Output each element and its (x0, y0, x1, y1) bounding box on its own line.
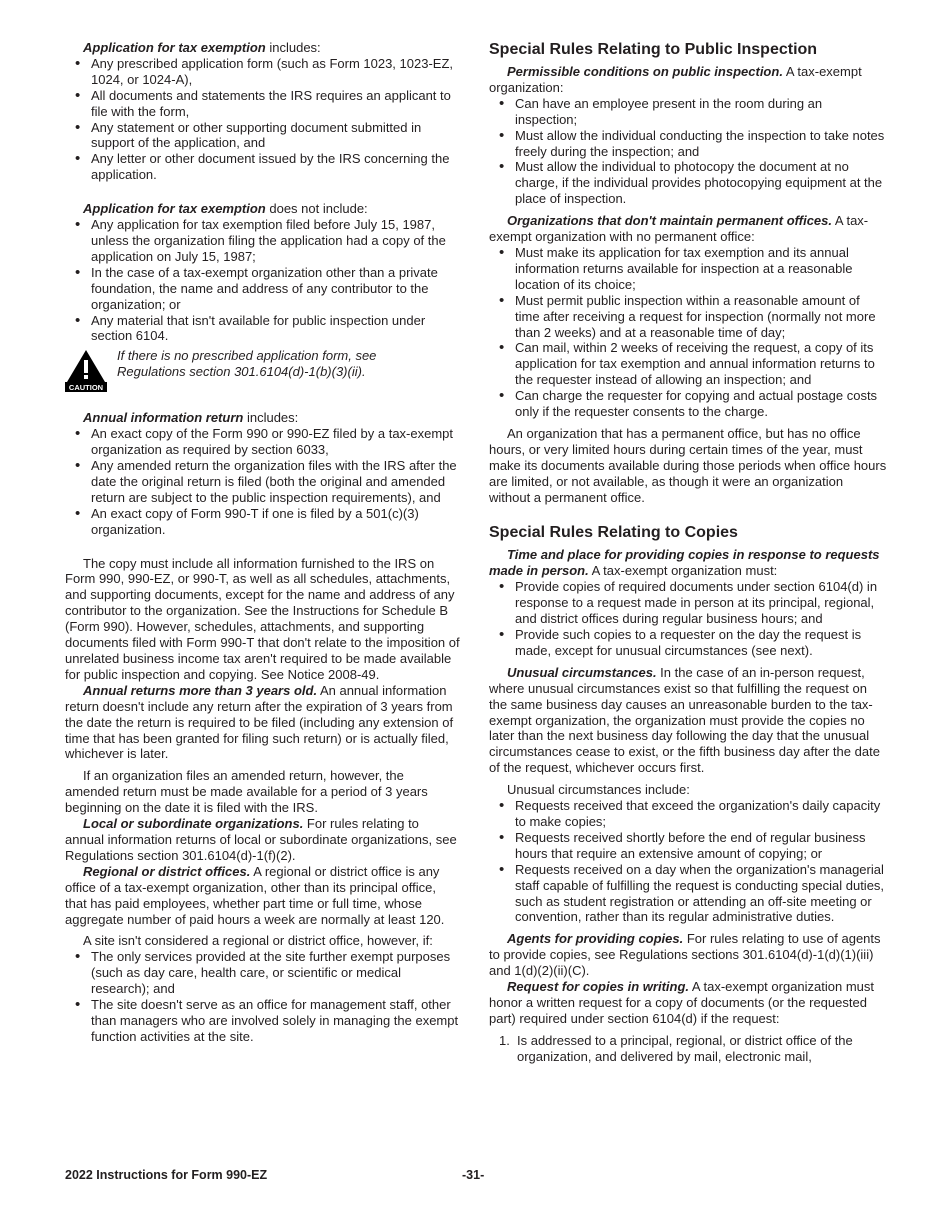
list-item: • Any amended return the organization files with the IRS after the date the original return is filed (both the original and amended return are subject to the public inspection requirements), and (65, 458, 461, 506)
app-not-include-list (65, 217, 461, 344)
unusual-paragraph (489, 665, 887, 776)
annual-return-term: Annual information return (83, 410, 244, 426)
perm-term: Permissible conditions on public inspection. (507, 64, 783, 79)
caution-label: CAUTION (68, 383, 104, 393)
list-item: • Provide copies of required documents under section 6104(d) in response to a request made in person at its principal, regional, and district offices during regular business hours; and (489, 579, 887, 627)
list-item: • Any prescribed application form (such as Form 1023, 1023-EZ, 1024, or 1024-A), (65, 56, 461, 88)
caution-icon (65, 348, 107, 392)
footer-page-number: -31- (462, 1168, 485, 1182)
app-not-include-heading (65, 201, 461, 217)
list-item: • The site doesn't serve as an office for management staff, other than managers who are involved solely in managing the exempt function activities at the site. (65, 997, 461, 1045)
site-list (65, 949, 461, 1044)
writing-list (489, 1033, 887, 1065)
list-item (489, 1033, 887, 1065)
list-item: • Can have an employee present in the room during an inspection; (489, 96, 887, 128)
agents-term: Agents for providing copies. (507, 931, 684, 947)
list-item: • Must permit public inspection within a reasonable amount of time after receiving a request for inspection (normally not more than 2 weeks) and at a reasonable time of day; (489, 293, 887, 341)
unusual-include-paragraph: Unusual circumstances include: (507, 782, 690, 798)
time-place-paragraph (489, 547, 887, 579)
noperm-term: Organizations that don't maintain permanent offices. (507, 213, 832, 229)
local-term: Local or subordinate organizations. (83, 816, 304, 832)
agents-text: For rules relating to use of agents to provide copies, see Regulations sections 301.6104(d)-1(d)(1)(iii) and 1(d)(2)(ii)(C). (489, 931, 881, 979)
app-includes-list (65, 56, 461, 183)
right-column (489, 40, 887, 1065)
time-place-list (489, 579, 887, 659)
regional-term: Regional or district offices. (83, 863, 251, 879)
limited-hours-paragraph: An organization that has a permanent office, but has no office hours, or very limited hours during certain times of the year, must make its documents available during those periods when office hours are limited, or not available, as though it were an organization without a permanent office. (489, 425, 887, 505)
list-item: • An exact copy of the Form 990 or 990-EZ filed by a tax-exempt organization as required by section 6033, (65, 426, 461, 458)
list-item: • Requests received that exceed the organization's daily capacity to make copies; (489, 798, 887, 830)
perm-list (489, 96, 887, 207)
list-item: • All documents and statements the IRS requires an applicant to file with the form, (65, 88, 461, 120)
list-item: • Must allow the individual conducting the inspection to take notes freely during the inspection; and (489, 128, 887, 160)
app-not-include-text: does not include: (265, 201, 368, 217)
writing-term: Request for copies in writing. (507, 979, 690, 995)
section-heading-inspection: Special Rules Relating to Public Inspection (489, 41, 818, 58)
list-item: • Requests received shortly before the end of regular business hours that require an extensive amount of copying; or (489, 830, 887, 862)
annual-includes-text: includes: (243, 410, 299, 426)
writing-text: A tax-exempt organization must honor a written request for a copy of documents (or the requested part) required under section 6104(d) if the request: (489, 979, 875, 1026)
app-includes-heading (65, 40, 461, 56)
list-item: • The only services provided at the site further exempt purposes (such as day care, health care, or scientific or medical research); and (65, 949, 461, 997)
copy-paragraph: The copy must include all information furnished to the IRS on Form 990, 990-EZ, or 990-T, as well as all schedules, attachments, and supporting documents, except for the name and address of any contributor to the organization. See the Instructions for Schedule B (Form 990). However, schedules, attachments, and supporting documents filed with Form 990-T that don't relate to the imposition of unrelated business income tax aren't required to be made available for public inspection and copying. See Notice 2008-49. (65, 555, 460, 682)
list-item-text: Is addressed to a principal, regional, or district office of the organization, and delivered by mail, electronic mail, (517, 1032, 853, 1064)
time-place-term: Time and place for providing copies in response to requests made in person. (489, 547, 880, 579)
list-item: • Any statement or other supporting document submitted in support of the application, and (65, 120, 461, 152)
list-item: • Any letter or other document issued by the IRS concerning the application. (65, 151, 461, 183)
local-paragraph (65, 816, 461, 864)
old-returns-paragraph (65, 683, 461, 763)
unusual-list (489, 798, 887, 925)
caution-text: If there is no prescribed application form, see Regulations section 301.6104(d)-1(b)(3)(ii). (117, 348, 377, 380)
list-item: • In the case of a tax-exempt organization other than a private foundation, the name and address of any contributor to the organization; or (65, 265, 461, 313)
list-number: 1. (499, 1032, 510, 1048)
writing-paragraph (489, 979, 887, 1027)
list-item: • Requests received on a day when the organization's managerial staff capable of fulfilling the request is conducting special duties, such as student registration or attending an off-site meeting or convention, rather than its regular administrative duties. (489, 862, 887, 926)
amended-paragraph: If an organization files an amended return, however, the amended return must be made available for a period of 3 years beginning on the date it is filed with the IRS. (65, 768, 428, 816)
annual-return-heading (65, 410, 461, 426)
app-exemption-term: Application for tax exemption (83, 40, 266, 55)
list-item: • Can charge the requester for copying and actual postage costs only if the requester consents to the charge. (489, 388, 887, 420)
perm-text: A tax-exempt organization: (489, 64, 862, 95)
noperm-paragraph (489, 213, 887, 245)
noperm-list (489, 245, 887, 420)
perm-paragraph (489, 64, 887, 96)
unusual-text: In the case of an in-person request, where unusual circumstances exist so that fulfilling the request on the same business day causes an unreasonable burden to the tax-exempt organization, the organization must provide the copies no later than the next business day following the day that the unusual circumstances cease to exist, or the fifth business day after the date of the request, whichever occurs first. (489, 664, 880, 776)
old-returns-term: Annual returns more than 3 years old. (83, 682, 318, 698)
old-returns-text: An annual information return doesn't include any return after the expiration of 3 years from the date the return is required to be filed (including any extension of time that has been granted for filing such return) or is actually filed, whichever is later. (65, 682, 454, 762)
site-paragraph: A site isn't considered a regional or district office, however, if: (83, 933, 433, 949)
footer-form-title: 2022 Instructions for Form 990-EZ (65, 1168, 268, 1182)
unusual-term: Unusual circumstances. (507, 664, 657, 680)
agents-paragraph (489, 931, 887, 979)
list-item: • Must make its application for tax exemption and its annual information returns available for inspection at a reasonable location of its choice; (489, 245, 887, 293)
list-item: • Must allow the individual to photocopy the document at no charge, if the individual provides photocopying equipment at the place of inspection. (489, 159, 887, 207)
app-includes-text: includes: (265, 40, 321, 55)
time-place-text: A tax-exempt organization must: (588, 563, 778, 579)
list-item: • Can mail, within 2 weeks of receiving the request, a copy of its application for tax exemption and annual information returns to the requester instead of allowing an inspection; and (489, 340, 887, 388)
annual-return-list (65, 426, 461, 537)
list-item: • Any application for tax exemption filed before July 15, 1987, unless the organization filing the application had a copy of the application on July 15, 1987; (65, 217, 461, 265)
list-item: • An exact copy of Form 990-T if one is filed by a 501(c)(3) organization. (65, 506, 461, 538)
regional-text: A regional or district office is any office of a tax-exempt organization, other than its principal office, that has paid employees, whether part time or full time, whose aggregate number of paid hours a week are normally at least 120. (65, 863, 445, 927)
local-text: For rules relating to annual information returns of local or subordinate organizations, see Regulations section 301.6104(d)-1(f)(2). (65, 816, 457, 863)
left-column (65, 40, 461, 1045)
caution-note (65, 348, 461, 392)
section-heading-copies: Special Rules Relating to Copies (489, 524, 738, 542)
app-exemption-term: Application for tax exemption (83, 201, 266, 217)
list-item: • Provide such copies to a requester on the day the request is made, except for unusual circumstances (see next). (489, 627, 887, 659)
regional-paragraph (65, 864, 461, 928)
list-item: • Any material that isn't available for public inspection under section 6104. (65, 313, 461, 345)
noperm-text: A tax-exempt organization with no permanent office: (489, 213, 869, 245)
